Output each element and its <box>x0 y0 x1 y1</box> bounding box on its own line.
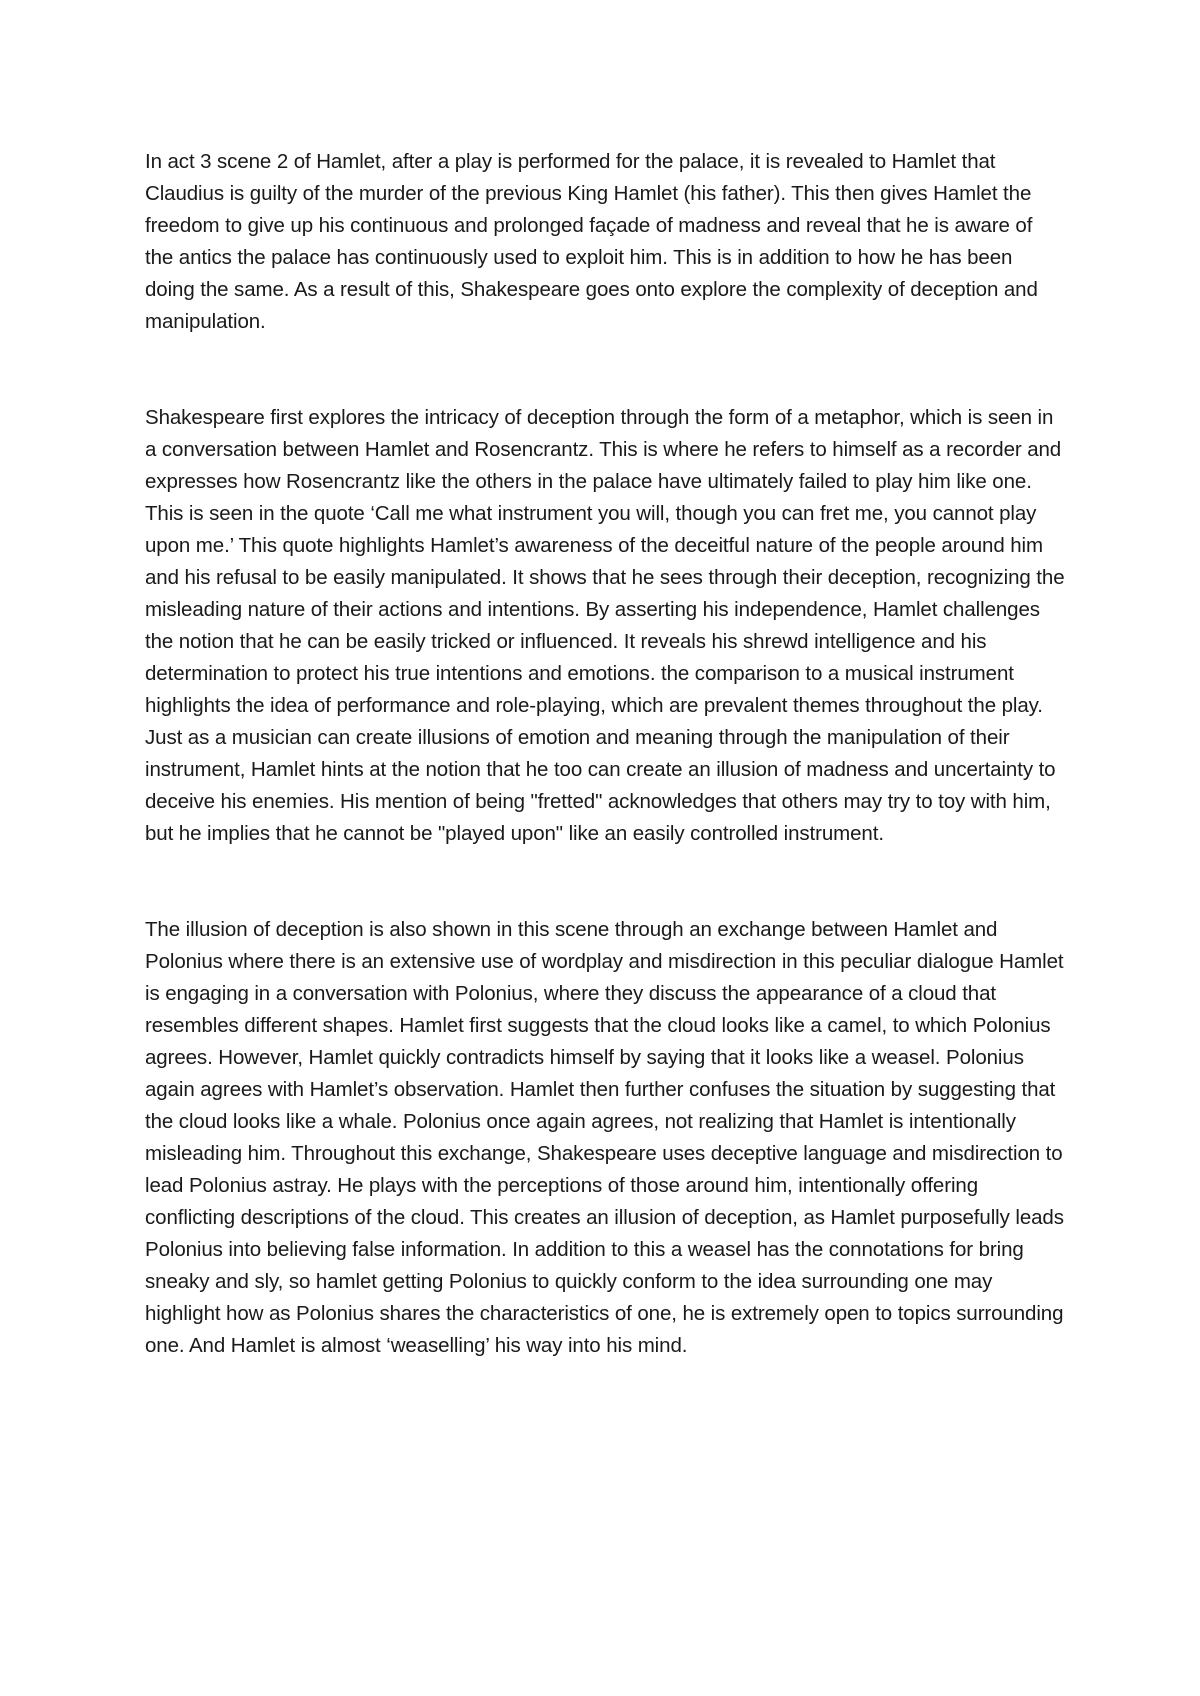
paragraph-cloud-exchange-analysis: The illusion of deception is also shown in this scene through an exchange between Hamlet and Polonius where there is an extensive use of wordplay and misdirection in this peculiar dialogue Hamlet is engaging in a conversation with Polonius, where they discuss the appearance of a cloud that resembles different shapes. Hamlet first suggests that the cloud looks like a camel, to which Polonius agrees. However, Hamlet quickly contradicts himself by saying that it looks like a weasel. Polonius again agrees with Hamlet’s observation. Hamlet then further confuses the situation by suggesting that the cloud looks like a whale. Polonius once again agrees, not realizing that Hamlet is intentionally misleading him. Throughout this exchange, Shakespeare uses deceptive language and misdirection to lead Polonius astray. He plays with the perceptions of those around him, intentionally offering conflicting descriptions of the cloud. This creates an illusion of deception, as Hamlet purposefully leads Polonius into believing false information. In addition to this a weasel has the connotations for bring sneaky and sly, so hamlet getting Polonius to quickly conform to the idea surrounding one may highlight how as Polonius shares the characteristics of one, he is extremely open to topics surrounding one. And Hamlet is almost ‘weaselling’ his way into his mind. <box>145 918 1064 1357</box>
document-body <box>145 146 1065 1362</box>
paragraph-metaphor-analysis: Shakespeare first explores the intricacy of deception through the form of a metaphor, which is seen in a conversation between Hamlet and Rosencrantz. This is where he refers to himself as a recorder and expresses how Rosencrantz like the others in the palace have ultimately failed to play him like one. This is seen in the quote ‘Call me what instrument you will, though you can fret me, you cannot play upon me.’ This quote highlights Hamlet’s awareness of the deceitful nature of the people around him and his refusal to be easily manipulated. It shows that he sees through their deception, recognizing the misleading nature of their actions and intentions. By asserting his independence, Hamlet challenges the notion that he can be easily tricked or influenced. It reveals his shrewd intelligence and his determination to protect his true intentions and emotions. the comparison to a musical instrument highlights the idea of performance and role-playing, which are prevalent themes throughout the play. Just as a musician can create illusions of emotion and meaning through the manipulation of their instrument, Hamlet hints at the notion that he too can create an illusion of madness and uncertainty to deceive his enemies. His mention of being "fretted" acknowledges that others may try to toy with him, but he implies that he cannot be "played upon" like an easily controlled instrument. <box>145 406 1065 845</box>
paragraph-introduction: In act 3 scene 2 of Hamlet, after a play is performed for the palace, it is revealed to Hamlet that Claudius is guilty of the murder of the previous King Hamlet (his father). This then gives Hamlet the freedom to give up his continuous and prolonged façade of madness and reveal that he is aware of the antics the palace has continuously used to exploit him. This is in addition to how he has been doing the same. As a result of this, Shakespeare goes onto explore the complexity of deception and manipulation. <box>145 150 1038 333</box>
